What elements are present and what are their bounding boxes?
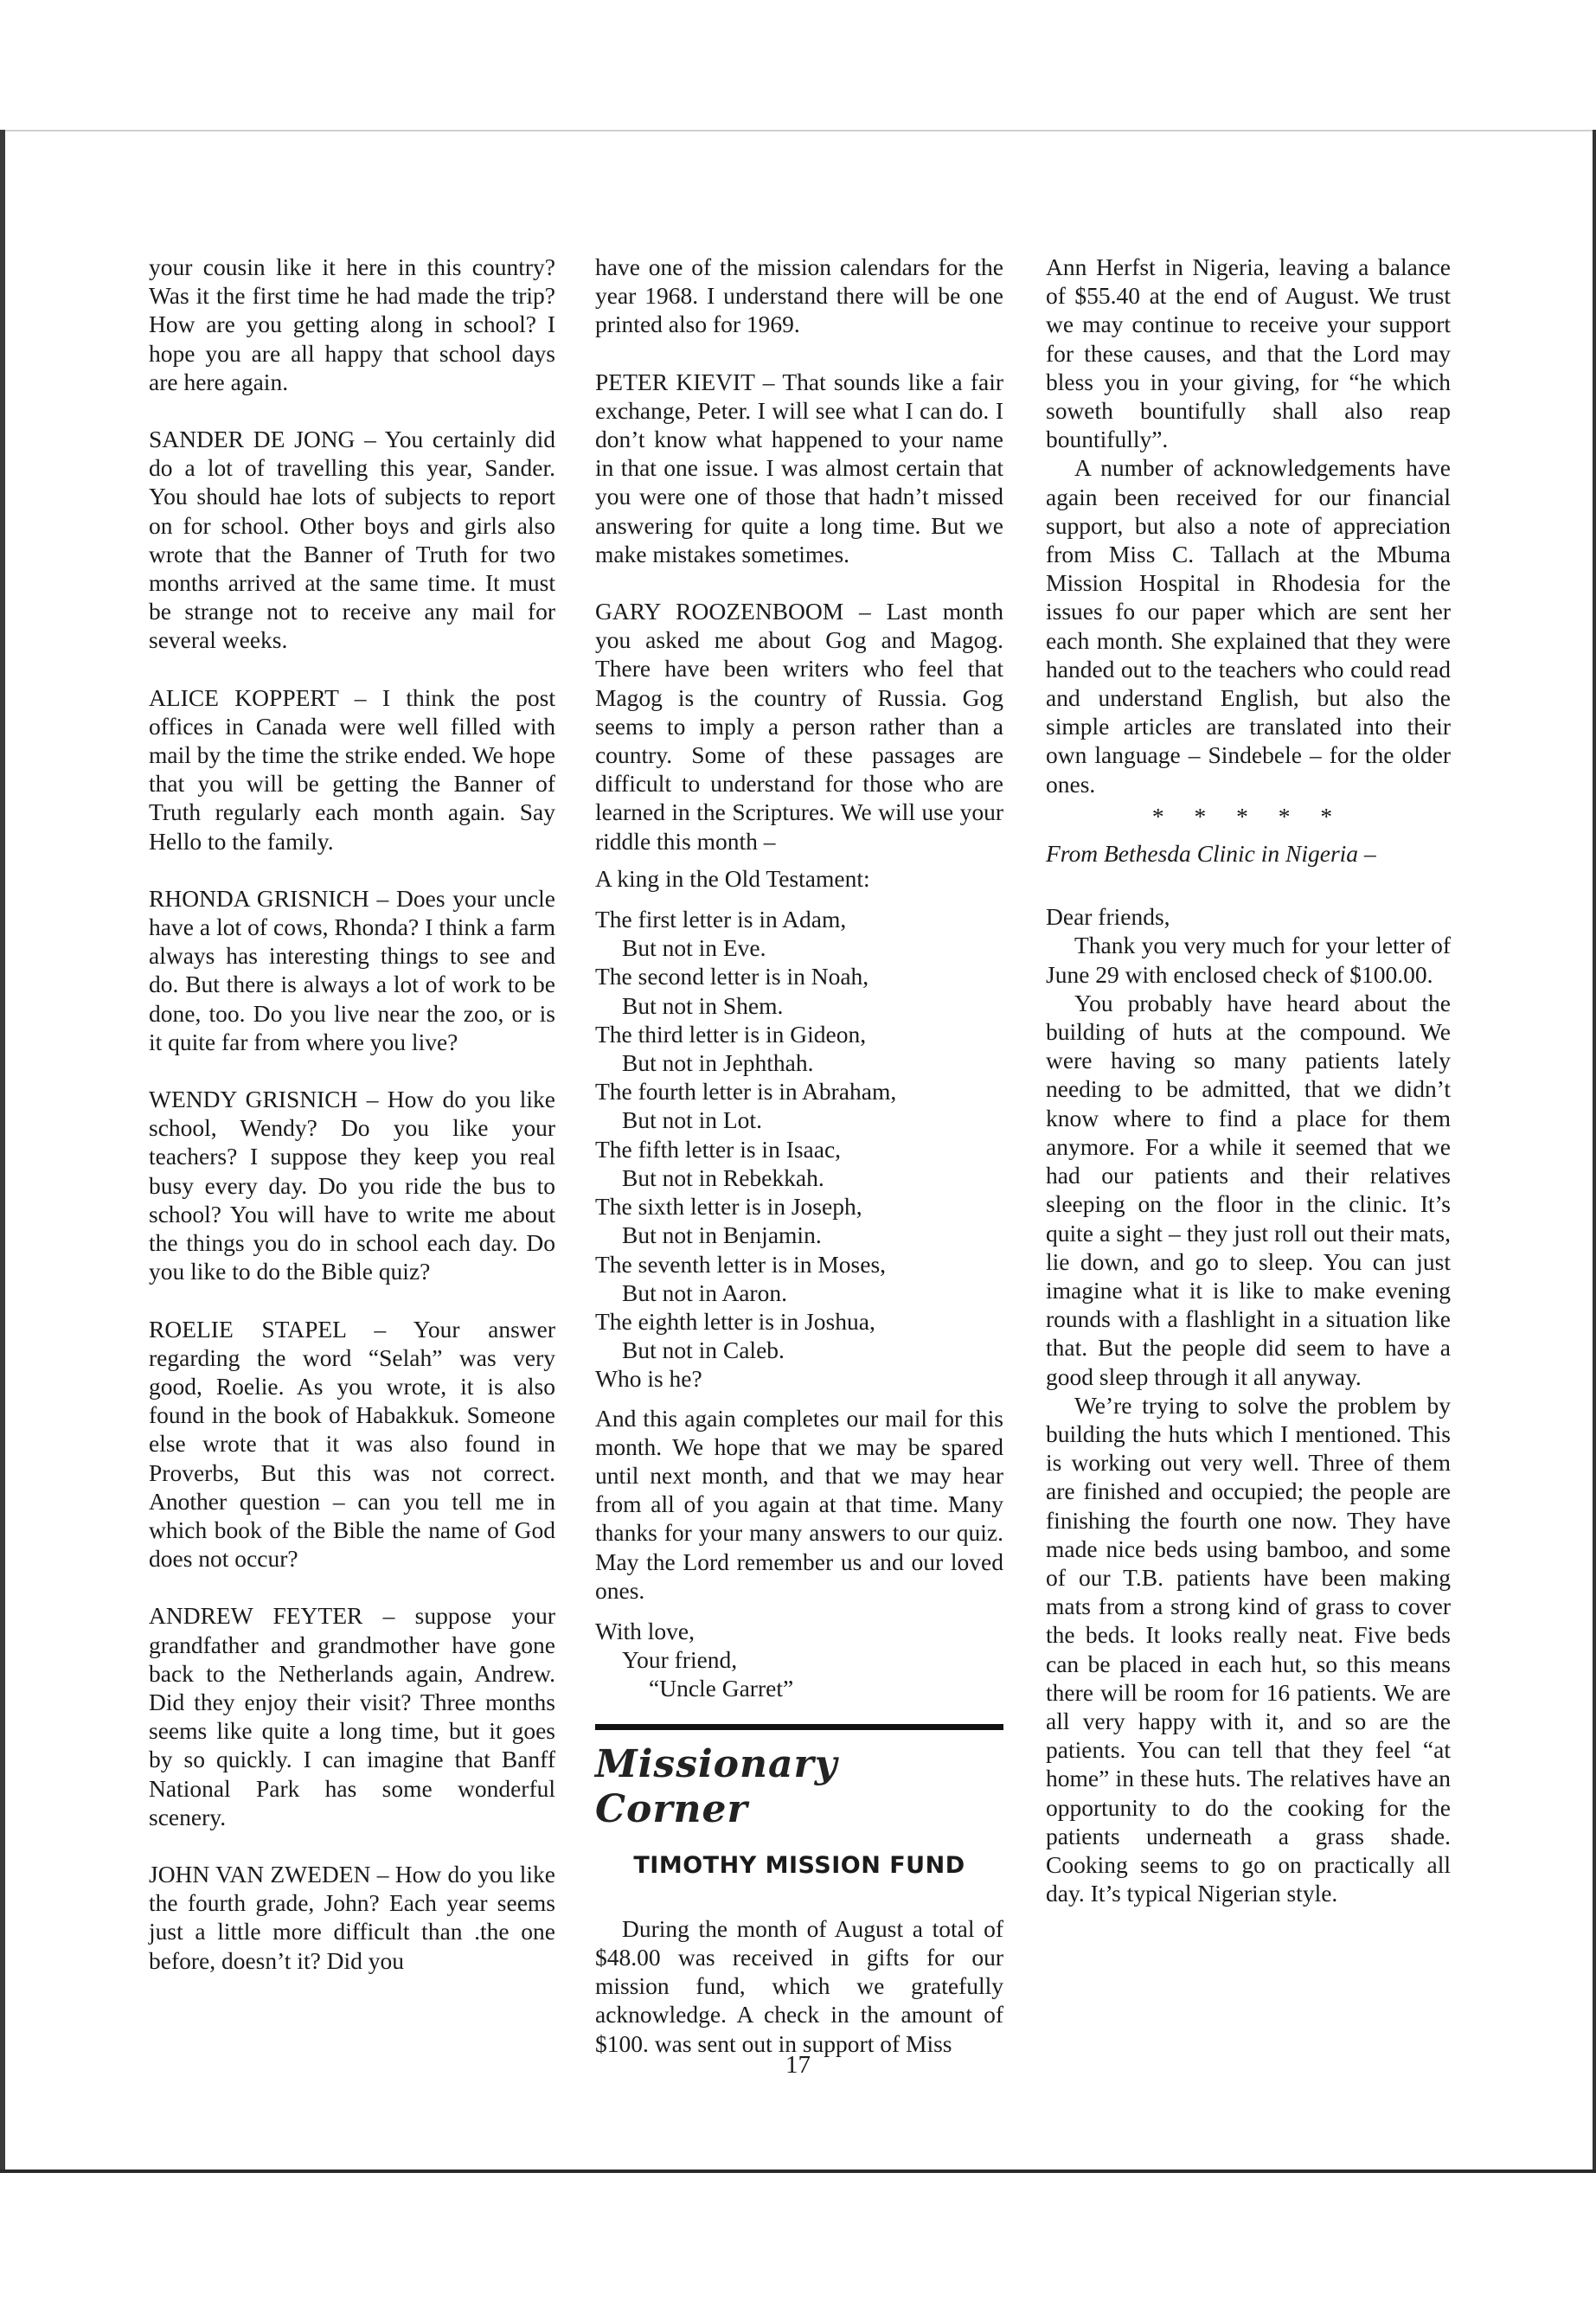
signoff-line: With love, (595, 1617, 695, 1644)
riddle-line: But not in Shem. (622, 991, 784, 1019)
column-right (1046, 253, 1451, 1907)
riddle-line: But not in Rebekkah. (622, 1163, 824, 1191)
riddle-line: But not in Lot. (622, 1106, 762, 1134)
salutation: Dear friends, (1046, 903, 1170, 931)
letter-reply-andrew: ANDREW FEYTER – suppose your grandfather and grandmother have gone back to the Netherlands again, Andrew. Did they enjoy their visit? Three months seems like quite a long time, but it goes by so quickly. I can imagine that Banff National Park has some wonderful scenery. (149, 1602, 555, 1830)
riddle-question: Who is he? (595, 1365, 702, 1393)
letter-reply-rhonda: RHONDA GRISNICH – Does your uncle have a lot of cows, Rhonda? I think a farm always has interesting things to see and do. But there is always a lot of work to be done, too. Do you live near the zoo, or is it quite far from where you live? (149, 884, 555, 1055)
fund-heading: TIMOTHY MISSION FUND (633, 1851, 965, 1879)
closing-paragraph: And this again completes our mail for this month. We hope that we may be spared until next month, and that we may hear from all of you again at that time. Many thanks for your many answers to our quiz. May the Lord remember us and our loved ones. (595, 1404, 1003, 1604)
riddle-intro: A king in the Old Testament: (595, 864, 870, 892)
signoff-line: Your friend, (622, 1646, 738, 1674)
riddle-line: The third letter is in Gideon, (595, 1020, 867, 1048)
riddle-line: The eighth letter is in Joshua, (595, 1307, 875, 1335)
column-left (149, 253, 555, 2003)
letter-heading: From Bethesda Clinic in Nigeria – (1046, 840, 1376, 868)
riddle-line: But not in Aaron. (622, 1279, 787, 1306)
riddle (595, 905, 1003, 1393)
letter-reply-sander: SANDER DE JONG – You certainly did do a lot of travelling this year, Sander. You should hae lots of subjects to report on for school. Other boys and girls also wrote that the Banner of Truth for two months arrived at the same time. It must be strange not to receive any mail for several weeks. (149, 426, 555, 654)
letter-reply-wendy: WENDY GRISNICH – How do you like school, Wendy? Do you like your teachers? I suppose they keep you real busy every day. Do you ride the bus to school? You will have to write me about the things you do in school each day. Do you like to do the Bible quiz? (149, 1086, 555, 1285)
signoff (595, 1617, 1003, 1703)
page-edge-top (0, 130, 1596, 131)
riddle-line: But not in Benjamin. (622, 1221, 822, 1249)
riddle-line: The fourth letter is in Abraham, (595, 1078, 897, 1106)
page-edge-right (1593, 130, 1596, 2171)
letter-reply-gary: GARY ROOZENBOOM – Last month you asked me about Gog and Magog. There have been writers who feel that Magog is the country of Russia. Gog seems to imply a person rather than a country. Some of these passages are difficult to understand for those who are learned in the Scriptures. We will use your riddle this month – (595, 598, 1003, 855)
acknowledgements-paragraph: A number of acknowledgements have again been received for our financial support, but also a note of appreciation from Miss C. Tallach at the Mbuma Mission Hospital in Rhodesia for the issues fo our paper which are sent her each month. She explained that they were handed out to the teachers who could read and understand English, but also the simple articles are translated into their own language – Sindebele – for the older ones. (1046, 454, 1451, 798)
riddle-line: But not in Eve. (622, 934, 766, 962)
riddle-line: The fifth letter is in Isaac, (595, 1135, 842, 1163)
signoff-line: “Uncle Garret” (649, 1675, 794, 1702)
column-middle (595, 253, 1003, 2058)
letter-reply-john: JOHN VAN ZWEDEN – How do you like the fourth grade, John? Each year seems just a little more difficult than .the one before, doesn’t it? Did you (149, 1860, 555, 1974)
riddle-line: The seventh letter is in Moses, (595, 1250, 887, 1278)
letter-paragraph: We’re trying to solve the problem by building the huts which I mentioned. This is working out very well. Three of them are finished and occupied; the people are finishing the fourth one now. They have made nice beds using bamboo, and some of our T.B. patients have been making mats from a strong kind of grass to cover the beds. It looks really neat. Five beds can be placed in each hut, so this means there will be room for 16 patients. We are all very happy with it, and so are the patients. You can tell that they feel “at home” in these huts. The relatives have an opportunity to do the cooking for the patients underneath a grass shade. Cooking seems to go on practically all day. It’s typical Nigerian style. (1046, 1391, 1451, 1907)
letter-paragraph: You probably have heard about the building of huts at the compound. We were having so many patients lately needing to be admitted, that we didn’t know where to find a place for them anymore. For a while it seemed that we had our patients and their relatives sleeping on the floor in the clinic. It’s quite a sight – they just roll out their mats, lie down, and go to sleep. You can just imagine what it is like to make evening rounds with a flashlight in a situation like that. But the people did seem to have a good sleep through it all anyway. (1046, 989, 1451, 1390)
page-edge-left (0, 130, 5, 2171)
riddle-line: But not in Caleb. (622, 1336, 785, 1364)
page-number: 17 (785, 2051, 811, 2079)
fund-paragraph: During the month of August a total of $48.00 was received in gifts for our mission fund, which we gratefully acknowledge. A check in the amount of $100. was sent out in support of Miss (595, 1914, 1003, 2057)
riddle-line: The second letter is in Noah, (595, 963, 869, 990)
letter-reply-alice: ALICE KOPPERT – I think the post offices in Canada were well filled with mail by the time the strike ended. We hope that you will be getting the Banner of Truth regularly each month again. Say Hello to the family. (149, 683, 555, 855)
letter-paragraph: Thank you very much for your letter of June 29 with enclosed check of $100.00. (1046, 932, 1451, 988)
paragraph-continued: Ann Herfst in Nigeria, leaving a balance of $55.40 at the end of August. We trust we may continue to receive your support for these causes, and that the Lord may bless you in your giving, for “he which soweth bountifully shall also reap bountifully”. (1046, 253, 1451, 453)
riddle-line: But not in Jephthah. (622, 1049, 814, 1077)
section-title: Missionary Corner (595, 1741, 838, 1831)
riddle-line: The sixth letter is in Joseph, (595, 1193, 862, 1221)
paragraph-continued: have one of the mission calendars for the year 1968. I understand there will be one printed also for 1969. (595, 253, 1003, 338)
page-edge-bottom (0, 2170, 1596, 2173)
section-separator-stars: * * * * * (1151, 802, 1345, 830)
letter-reply-peter: PETER KIEVIT – That sounds like a fair exchange, Peter. I will see what I can do. I don’t know what happened to your name in that one issue. I was almost certain that you were one of those that hadn’t missed answering for quite a long time. But we make mistakes sometimes. (595, 368, 1003, 567)
letter-reply-roelie: ROELIE STAPEL – Your answer regarding the word “Selah” was very good, Roelie. As you wrote, it is also found in the book of Habakkuk. Someone else wrote that it was also found in Proverbs, But this was not correct. Another question – can you tell me in which book of the Bible the name of God does not occur? (149, 1315, 555, 1573)
section-divider (595, 1724, 1003, 1730)
riddle-line: The first letter is in Adam, (595, 906, 847, 933)
paragraph-continued: your cousin like it here in this country? Was it the first time he had made the trip? How are you getting along in school? I hope you are all happy that school days are here again. (149, 253, 555, 395)
